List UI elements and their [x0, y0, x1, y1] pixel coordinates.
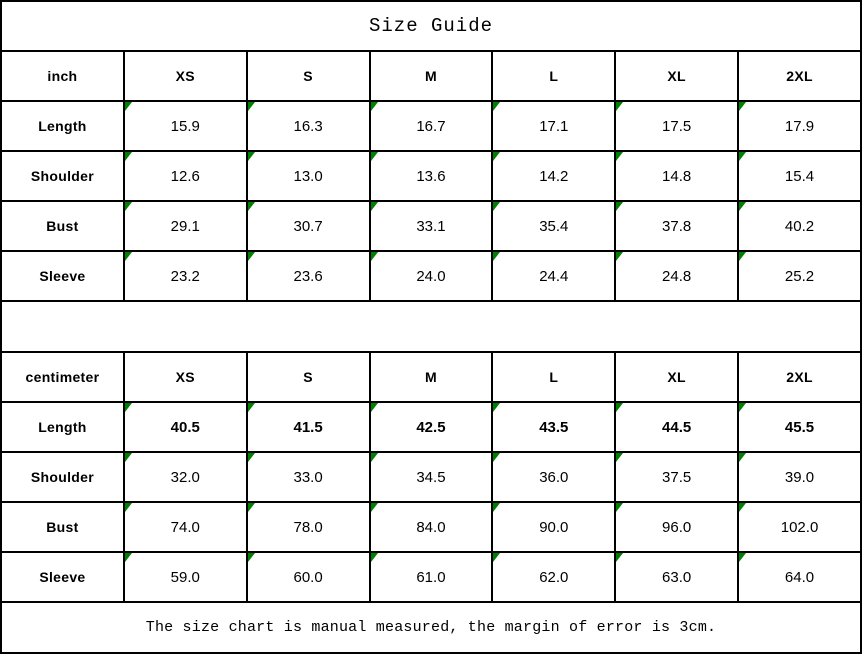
size-header-2xl: 2XL	[738, 352, 861, 402]
corner-triangle-icon	[371, 252, 378, 261]
size-value: 12.6	[170, 167, 200, 185]
corner-triangle-icon	[616, 403, 623, 412]
size-value: 102.0	[780, 518, 819, 536]
cm-shoulder-row	[1, 452, 861, 502]
size-header-s: S	[247, 51, 370, 101]
size-header-l: L	[492, 51, 615, 101]
row-label-shoulder: Shoulder	[1, 151, 124, 201]
corner-triangle-icon	[739, 152, 746, 161]
size-value-cell	[615, 402, 738, 452]
cm-length-row	[1, 402, 861, 452]
unit-header-inch: inch	[1, 51, 124, 101]
size-value: 16.3	[293, 117, 323, 135]
corner-triangle-icon	[248, 202, 255, 211]
size-value-cell	[738, 101, 861, 151]
size-value-cell	[738, 201, 861, 251]
size-value: 63.0	[662, 568, 692, 586]
corner-triangle-icon	[616, 553, 623, 562]
corner-triangle-icon	[371, 403, 378, 412]
corner-triangle-icon	[371, 152, 378, 161]
corner-triangle-icon	[493, 553, 500, 562]
title-row	[1, 1, 861, 51]
size-value-cell	[492, 151, 615, 201]
size-value-cell	[124, 201, 247, 251]
size-value-cell	[738, 552, 861, 602]
size-value-cell	[370, 251, 493, 301]
size-value: 33.1	[416, 217, 446, 235]
size-value: 14.8	[662, 167, 692, 185]
size-value-cell	[124, 402, 247, 452]
corner-triangle-icon	[616, 202, 623, 211]
corner-triangle-icon	[739, 553, 746, 562]
row-label-sleeve: Sleeve	[1, 251, 124, 301]
size-value-cell	[615, 101, 738, 151]
size-value-cell	[738, 251, 861, 301]
size-value: 37.8	[662, 217, 692, 235]
size-header-m: M	[370, 51, 493, 101]
size-value: 23.2	[170, 267, 200, 285]
corner-triangle-icon	[248, 152, 255, 161]
size-value-cell	[738, 452, 861, 502]
footer-row	[1, 602, 861, 653]
row-label-bust: Bust	[1, 201, 124, 251]
corner-triangle-icon	[371, 453, 378, 462]
corner-triangle-icon	[248, 453, 255, 462]
size-header-xl: XL	[615, 51, 738, 101]
size-value: 74.0	[170, 518, 200, 536]
inch-bust-row	[1, 201, 861, 251]
size-value: 35.4	[539, 217, 569, 235]
size-value-cell	[124, 101, 247, 151]
size-value: 40.5	[170, 418, 200, 436]
corner-triangle-icon	[493, 102, 500, 111]
size-header-xs: XS	[124, 51, 247, 101]
size-value-cell	[738, 402, 861, 452]
corner-triangle-icon	[493, 453, 500, 462]
size-value-cell	[247, 502, 370, 552]
size-value-cell	[738, 502, 861, 552]
size-value: 34.5	[416, 468, 446, 486]
size-value: 36.0	[539, 468, 569, 486]
size-value: 60.0	[293, 568, 323, 586]
size-value: 62.0	[539, 568, 569, 586]
size-value: 24.0	[416, 267, 446, 285]
size-header-s: S	[247, 352, 370, 402]
inch-length-row	[1, 101, 861, 151]
spacer-cell	[1, 301, 861, 352]
size-value-cell	[247, 452, 370, 502]
corner-triangle-icon	[125, 453, 132, 462]
size-value-cell	[492, 552, 615, 602]
size-value-cell	[370, 151, 493, 201]
size-value: 90.0	[539, 518, 569, 536]
corner-triangle-icon	[125, 152, 132, 161]
size-value: 61.0	[416, 568, 446, 586]
size-value: 41.5	[293, 418, 323, 436]
size-value-cell	[492, 251, 615, 301]
corner-triangle-icon	[739, 102, 746, 111]
corner-triangle-icon	[371, 202, 378, 211]
corner-triangle-icon	[248, 503, 255, 512]
size-guide-title: Size Guide	[1, 1, 861, 51]
row-label-bust: Bust	[1, 502, 124, 552]
size-value-cell	[124, 452, 247, 502]
corner-triangle-icon	[371, 102, 378, 111]
size-value: 25.2	[784, 267, 815, 285]
size-value: 84.0	[416, 518, 446, 536]
size-value: 40.2	[784, 217, 815, 235]
corner-triangle-icon	[739, 252, 746, 261]
size-value-cell	[615, 552, 738, 602]
size-value-cell	[247, 101, 370, 151]
corner-triangle-icon	[739, 503, 746, 512]
corner-triangle-icon	[125, 553, 132, 562]
size-value-cell	[124, 552, 247, 602]
size-value-cell	[615, 251, 738, 301]
corner-triangle-icon	[616, 102, 623, 111]
size-value: 39.0	[784, 468, 815, 486]
corner-triangle-icon	[125, 252, 132, 261]
corner-triangle-icon	[125, 403, 132, 412]
size-value-cell	[738, 151, 861, 201]
spacer-row	[1, 301, 861, 352]
corner-triangle-icon	[371, 553, 378, 562]
cm-sleeve-row	[1, 552, 861, 602]
size-header-l: L	[492, 352, 615, 402]
size-value: 17.9	[784, 117, 815, 135]
cm-header-row	[1, 352, 861, 402]
size-value-cell	[492, 201, 615, 251]
size-value: 17.1	[539, 117, 569, 135]
size-header-m: M	[370, 352, 493, 402]
size-value: 78.0	[293, 518, 323, 536]
corner-triangle-icon	[616, 503, 623, 512]
row-label-sleeve: Sleeve	[1, 552, 124, 602]
corner-triangle-icon	[493, 152, 500, 161]
size-value: 44.5	[662, 418, 692, 436]
size-value: 64.0	[784, 568, 815, 586]
size-value: 42.5	[416, 418, 446, 436]
corner-triangle-icon	[248, 102, 255, 111]
size-value-cell	[370, 101, 493, 151]
size-value-cell	[247, 151, 370, 201]
corner-triangle-icon	[493, 503, 500, 512]
size-value: 24.8	[662, 267, 692, 285]
corner-triangle-icon	[739, 453, 746, 462]
size-value-cell	[492, 502, 615, 552]
size-value-cell	[492, 452, 615, 502]
size-value: 96.0	[662, 518, 692, 536]
row-label-length: Length	[1, 402, 124, 452]
corner-triangle-icon	[248, 403, 255, 412]
corner-triangle-icon	[616, 453, 623, 462]
footer-note: The size chart is manual measured, the margin of error is 3cm.	[1, 602, 861, 653]
size-value: 16.7	[416, 117, 446, 135]
corner-triangle-icon	[616, 152, 623, 161]
size-header-xs: XS	[124, 352, 247, 402]
size-value: 14.2	[539, 167, 569, 185]
size-value: 43.5	[539, 418, 569, 436]
size-value: 33.0	[293, 468, 323, 486]
size-value-cell	[247, 552, 370, 602]
corner-triangle-icon	[371, 503, 378, 512]
size-value-cell	[247, 402, 370, 452]
size-value-cell	[370, 201, 493, 251]
size-value-cell	[124, 251, 247, 301]
cm-bust-row	[1, 502, 861, 552]
size-value: 17.5	[662, 117, 692, 135]
size-value-cell	[492, 402, 615, 452]
size-value-cell	[247, 201, 370, 251]
inch-sleeve-row	[1, 251, 861, 301]
size-header-2xl: 2XL	[738, 51, 861, 101]
inch-header-row	[1, 51, 861, 101]
size-value-cell	[615, 502, 738, 552]
size-value: 15.9	[170, 117, 200, 135]
corner-triangle-icon	[493, 252, 500, 261]
size-value: 29.1	[170, 217, 200, 235]
size-value-cell	[370, 502, 493, 552]
size-value-cell	[247, 251, 370, 301]
corner-triangle-icon	[125, 503, 132, 512]
corner-triangle-icon	[125, 102, 132, 111]
size-value-cell	[492, 101, 615, 151]
size-value-cell	[370, 552, 493, 602]
size-value-cell	[615, 452, 738, 502]
size-value-cell	[124, 151, 247, 201]
corner-triangle-icon	[739, 202, 746, 211]
size-value: 13.6	[416, 167, 446, 185]
size-value-cell	[370, 452, 493, 502]
corner-triangle-icon	[248, 553, 255, 562]
size-value: 59.0	[170, 568, 200, 586]
corner-triangle-icon	[125, 202, 132, 211]
unit-header-centimeter: centimeter	[1, 352, 124, 402]
corner-triangle-icon	[739, 403, 746, 412]
size-value: 23.6	[293, 267, 323, 285]
corner-triangle-icon	[493, 202, 500, 211]
size-value: 30.7	[293, 217, 323, 235]
corner-triangle-icon	[493, 403, 500, 412]
size-value: 15.4	[784, 167, 815, 185]
size-value: 45.5	[784, 418, 815, 436]
size-value: 37.5	[662, 468, 692, 486]
size-value-cell	[370, 402, 493, 452]
row-label-length: Length	[1, 101, 124, 151]
size-value-cell	[615, 201, 738, 251]
size-value: 13.0	[293, 167, 323, 185]
row-label-shoulder: Shoulder	[1, 452, 124, 502]
inch-shoulder-row	[1, 151, 861, 201]
size-value-cell	[615, 151, 738, 201]
size-header-xl: XL	[615, 352, 738, 402]
corner-triangle-icon	[248, 252, 255, 261]
size-value: 24.4	[539, 267, 569, 285]
size-value: 32.0	[170, 468, 200, 486]
corner-triangle-icon	[616, 252, 623, 261]
size-value-cell	[124, 502, 247, 552]
